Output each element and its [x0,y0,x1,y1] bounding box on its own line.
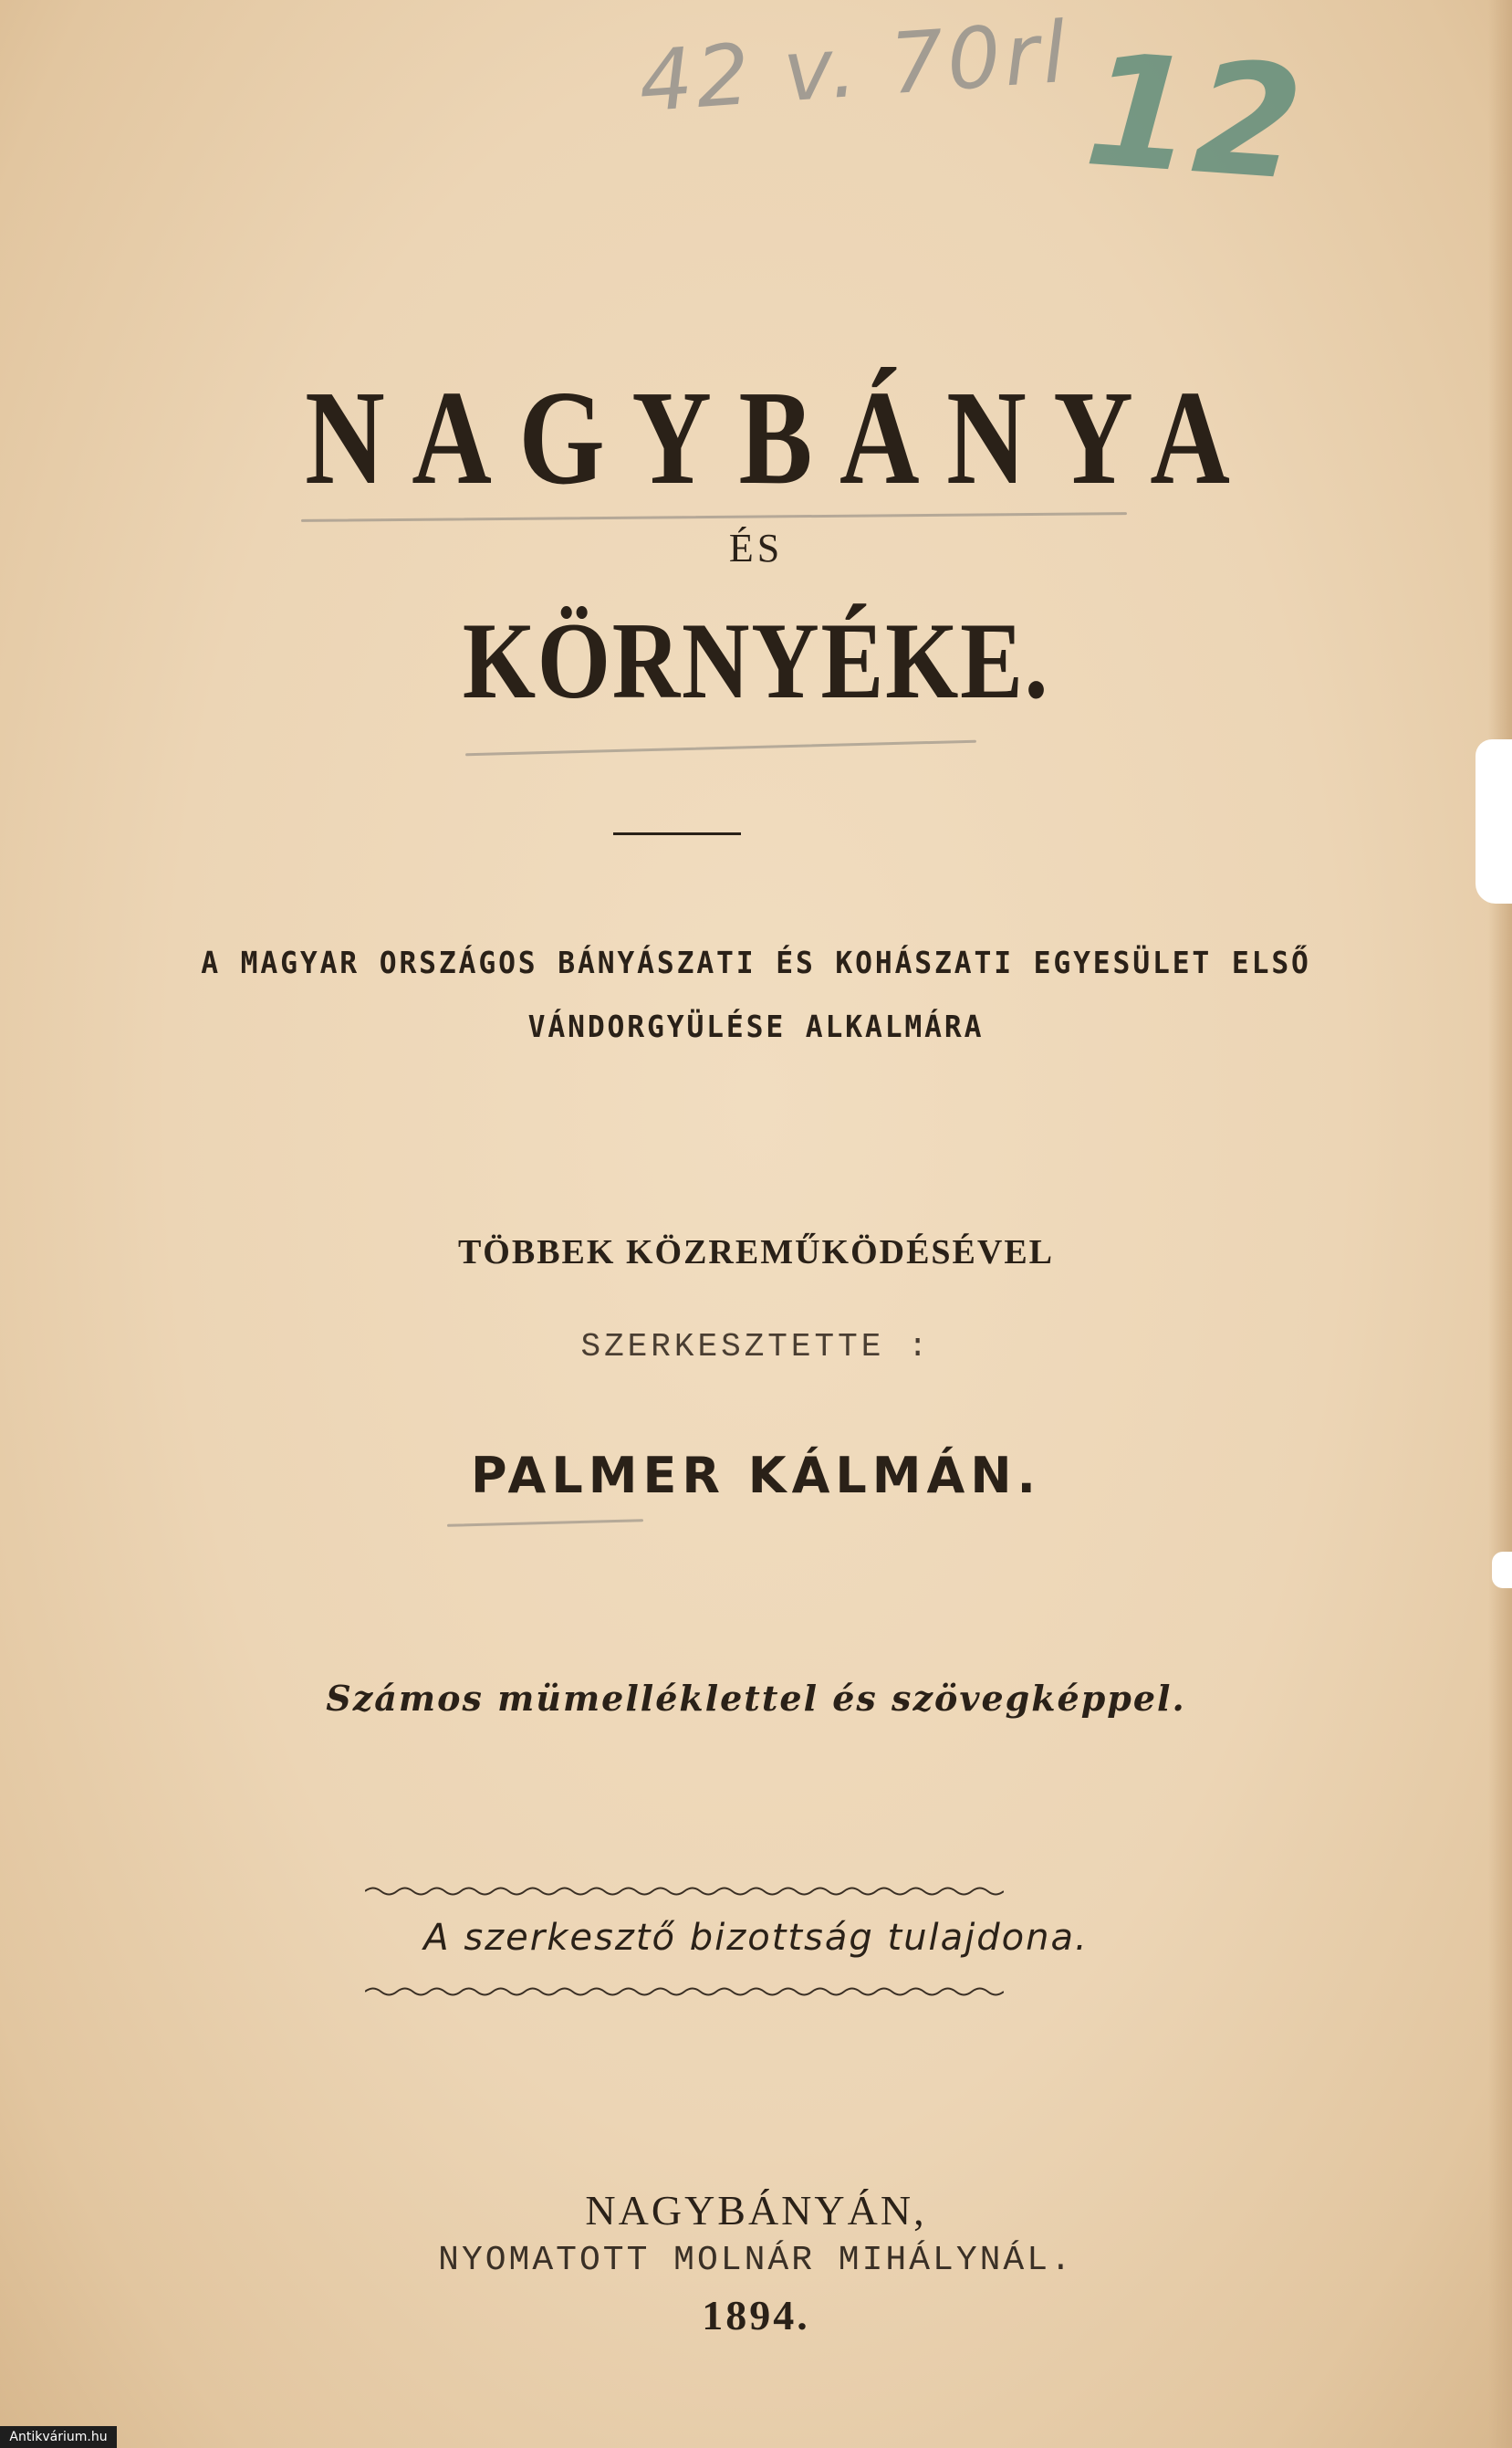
divider-rule [613,832,741,835]
main-title-second-line: KÖRNYÉKE. [462,600,1050,721]
imprint-printer: NYOMATOTT MOLNÁR MIHÁLYNÁL. [438,2241,1074,2280]
torn-edge [1476,739,1512,904]
illustrations-note: Számos mümelléklettel és szövegképpel. [326,1678,1186,1719]
editor-label: SZERKESZTETTE : [580,1328,932,1365]
title-conjunction: ÉS [728,526,784,570]
contributors-line: TÖBBEK KÖZREMŰKÖDÉSÉVEL [457,1233,1055,1271]
pencil-underline [447,1519,643,1527]
ownership-note: A szerkesztő bizottság tulajdona. [423,1917,1089,1959]
watermark-label: Antikvárium.hu [0,2426,117,2448]
wavy-rule-bottom [365,1985,1004,1998]
handwritten-price-note: 42 v. 70rl [635,3,1073,131]
subtitle-line-2: VÁNDORGYÜLÉSE ALKALMÁRA [527,1009,985,1044]
wavy-rule-top [365,1885,1004,1898]
imprint-year: 1894. [702,2292,810,2338]
main-title: NAGYBÁNYA [305,363,1257,513]
torn-edge [1492,1552,1512,1588]
editor-name: PALMER KÁLMÁN. [470,1447,1042,1504]
handwritten-mark: 12 [1079,19,1309,216]
imprint-place: NAGYBÁNYÁN, [585,2187,927,2234]
page-edge-shadow [1488,0,1512,2448]
subtitle-line-1: A MAGYAR ORSZÁGOS BÁNYÁSZATI ÉS KOHÁSZATI EGYESÜLET ELSŐ [201,945,1311,980]
pencil-underline [465,740,976,757]
